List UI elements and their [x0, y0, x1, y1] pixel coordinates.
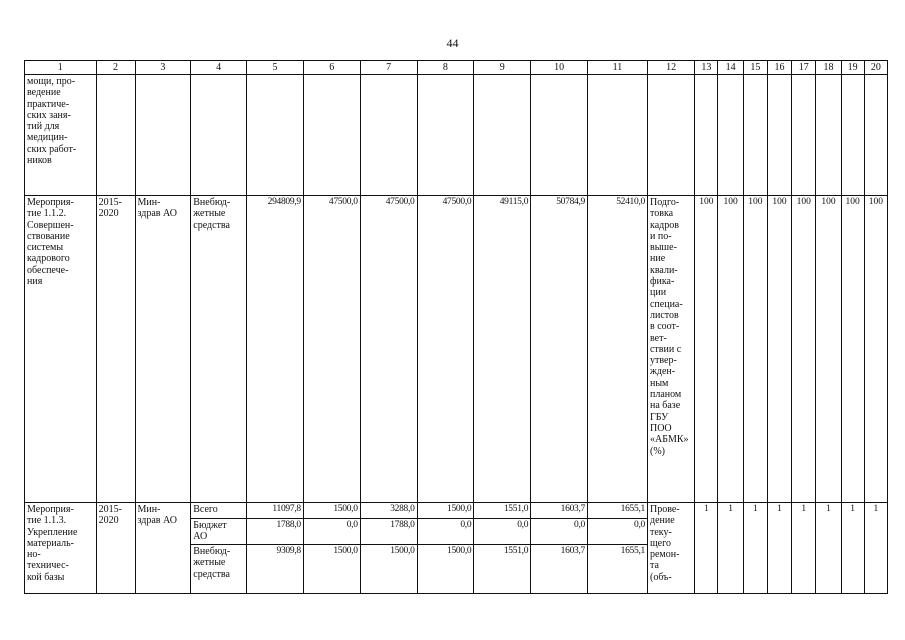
table-row-activity-1-1-2 — [25, 196, 888, 503]
value-total: 294809,9 — [247, 196, 304, 503]
value-2019: 0,0 — [531, 519, 588, 545]
value-2017: 1500,0 — [417, 503, 474, 519]
column-number: 10 — [531, 61, 588, 75]
column-number-row — [25, 61, 888, 75]
target-value: 1 — [767, 503, 791, 594]
column-number: 7 — [360, 61, 417, 75]
value-total: 1788,0 — [247, 519, 304, 545]
program-table — [24, 60, 888, 594]
value-2018: 1551,0 — [474, 545, 531, 594]
value-2019: 1603,7 — [531, 545, 588, 594]
column-number: 15 — [743, 61, 767, 75]
target-value: 100 — [718, 196, 743, 503]
target-value: 1 — [743, 503, 767, 594]
column-number: 11 — [588, 61, 648, 75]
column-number: 19 — [841, 61, 864, 75]
target-value: 1 — [792, 503, 816, 594]
column-number: 6 — [303, 61, 360, 75]
funding-source: Всего — [191, 503, 247, 519]
value-2016: 3288,0 — [360, 503, 417, 519]
value-2019: 1603,7 — [531, 503, 588, 519]
value-2018: 0,0 — [474, 519, 531, 545]
indicator-description: Прове- дение теку- щего ремон- та (объ- — [647, 503, 694, 594]
column-number: 5 — [247, 61, 304, 75]
value-total: 11097,8 — [247, 503, 304, 519]
column-number: 13 — [695, 61, 718, 75]
target-value: 1 — [816, 503, 841, 594]
column-number: 18 — [816, 61, 841, 75]
funding-source: Внебюд- жетные средства — [191, 545, 247, 594]
column-number: 9 — [474, 61, 531, 75]
target-value: 100 — [816, 196, 841, 503]
period: 2015- 2020 — [96, 503, 135, 594]
column-number: 16 — [767, 61, 791, 75]
column-number: 1 — [25, 61, 97, 75]
activity-title: Мероприя- тие 1.1.2. Совершен- ствование системы кадрового обеспече- ния — [25, 196, 97, 503]
indicator-description: Подго- товка кадров и по- выше- ние квали- фика- ции специа- листов в соот- вет- ствии с утвер- жден- ным планом на базе ГБУ ПОО «АБМК» (%) — [647, 196, 694, 503]
value-2017: 0,0 — [417, 519, 474, 545]
value-2020: 52410,0 — [588, 196, 648, 503]
executor: Мин- здрав АО — [135, 503, 191, 594]
funding-source: Внебюд- жетные средства — [191, 196, 247, 503]
value-total: 9309,8 — [247, 545, 304, 594]
target-value: 100 — [743, 196, 767, 503]
table-row-continuation — [25, 75, 888, 196]
target-value: 100 — [864, 196, 887, 503]
value-2018: 1551,0 — [474, 503, 531, 519]
column-number: 20 — [864, 61, 887, 75]
period: 2015- 2020 — [96, 196, 135, 503]
value-2017: 1500,0 — [417, 545, 474, 594]
target-value: 1 — [695, 503, 718, 594]
value-2019: 50784,9 — [531, 196, 588, 503]
table-row-activity-1-1-3-total — [25, 503, 888, 519]
value-2016: 1500,0 — [360, 545, 417, 594]
target-value: 100 — [695, 196, 718, 503]
value-2016: 47500,0 — [360, 196, 417, 503]
column-number: 17 — [792, 61, 816, 75]
column-number: 2 — [96, 61, 135, 75]
target-value: 100 — [841, 196, 864, 503]
target-value: 100 — [767, 196, 791, 503]
value-2017: 47500,0 — [417, 196, 474, 503]
target-value: 1 — [841, 503, 864, 594]
funding-source: Бюджет АО — [191, 519, 247, 545]
value-2015: 1500,0 — [303, 503, 360, 519]
target-value: 1 — [864, 503, 887, 594]
column-number: 4 — [191, 61, 247, 75]
target-value: 100 — [792, 196, 816, 503]
value-2016: 1788,0 — [360, 519, 417, 545]
value-2020: 1655,1 — [588, 545, 648, 594]
value-2015: 1500,0 — [303, 545, 360, 594]
value-2015: 0,0 — [303, 519, 360, 545]
activity-description: мощи, про- ведение практиче- ских заня- тий для медицин- ских работ- ников — [25, 75, 97, 196]
value-2020: 1655,1 — [588, 503, 648, 519]
column-number: 3 — [135, 61, 191, 75]
executor: Мин- здрав АО — [135, 196, 191, 503]
activity-title: Мероприя- тие 1.1.3. Укрепление материаль- но- техничес- кой базы — [25, 503, 97, 594]
value-2018: 49115,0 — [474, 196, 531, 503]
column-number: 12 — [647, 61, 694, 75]
column-number: 14 — [718, 61, 743, 75]
target-value: 1 — [718, 503, 743, 594]
column-number: 8 — [417, 61, 474, 75]
value-2015: 47500,0 — [303, 196, 360, 503]
page-number: 44 — [446, 36, 459, 50]
value-2020: 0,0 — [588, 519, 648, 545]
